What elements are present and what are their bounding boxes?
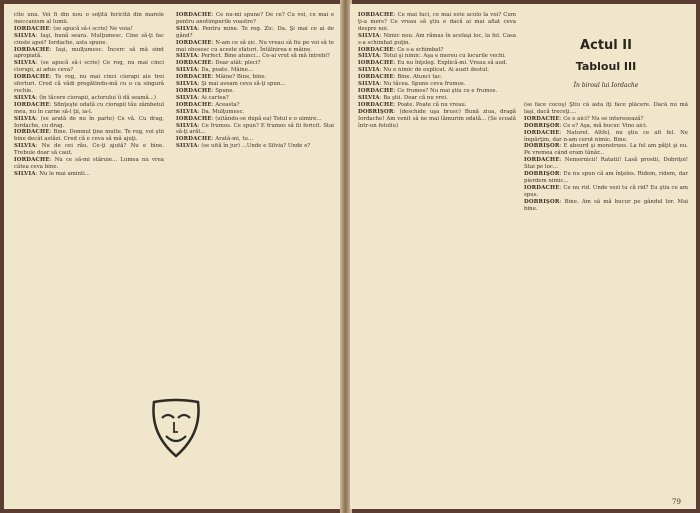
dialogue-line: SILVIA: Nimic nou. Am rămas în acelaşi loc, la fel. Casa s-a schimbat puţin. [358, 32, 516, 46]
dialogue-line: IORDACHE: Ce e aici? Nu se interesează? [524, 115, 644, 122]
dialogue-line: SILVIA: (se uită în jur) ...Unde e Silvia? Unde e? [176, 143, 311, 150]
dialogue-text: Doar atât: pleci? [215, 60, 261, 67]
dialogue-line: IORDACHE: Naturel. Altfel, nu ştiu ce alt fel. Ne împărţim, dar n-am cerut nimic. Bine. [524, 129, 688, 143]
right-page [350, 4, 696, 509]
dialogue-line: IORDACHE: Ce nu-mi spune? De ce? Cu voi, ce mai e pentru anotimpurile voastre? [176, 12, 334, 25]
speaker-name: IORDACHE [176, 60, 212, 67]
dialogue-text: Nu ce să-mi stăruie... Lumea nu vrea câtea ceva bine. [14, 157, 164, 170]
act-title: Actul II [580, 38, 632, 53]
dialogue-text: Totul şi nimic. Aşa e mereu cu locurile vechi. [383, 53, 506, 60]
dialogue-line: SILVIA: Ai cartea? [176, 94, 229, 101]
speaker-name: IORDACHE [176, 12, 212, 18]
dialogue-line: IORDACHE: Ce nu rid. Unde vezi tu că rid? Eu ştiu ce am spus. [524, 184, 688, 198]
speaker-name: SILVIA [14, 143, 36, 150]
dialogue-text: Aceasta? [215, 101, 240, 108]
left-column-2 [176, 12, 334, 407]
dialogue-text: Da. Mulţumesc. [201, 108, 245, 115]
dialogue-text: Ce frumos? Nu mai ştiu ce e frumos. [397, 87, 498, 94]
speaker-name: SILVIA [14, 60, 36, 67]
dialogue-text: Ce frumos. Ce spun? E frumos să fii fericit. Stai să-ţi arăt... [176, 122, 334, 136]
dialogue-text: Bine. Atunci tac. [397, 74, 443, 81]
dialogue-line: IORDACHE: Aceasta? [176, 101, 240, 108]
dialogue-text: Ce nu rid. Unde vezi tu că rid? Eu ştiu ce am spus. [524, 184, 688, 198]
dialogue-text: Ai cartea? [201, 94, 229, 101]
speaker-name: DOBRIŞOR [524, 171, 560, 178]
speaker-name: IORDACHE [14, 101, 50, 108]
dialogue-line: IORDACHE: Sfinţeşte odată cu ciorapii tău zâmbetul meu, nu în carne să-l ţii, ia-l. [14, 101, 164, 115]
speaker-name: IORDACHE [358, 46, 394, 53]
speaker-name: SILVIA [176, 108, 198, 115]
speaker-name: IORDACHE [14, 74, 50, 81]
dialogue-text: N-am ce să zic. Nu vreau să fiu pe voi să te mai obosesc cu aceste sfaturi. Întâlnirea e mâine. [176, 39, 334, 53]
speaker-name: IORDACHE [14, 46, 50, 53]
speaker-name: DOBRIŞOR [524, 143, 560, 150]
speaker-name: IORDACHE [14, 129, 50, 136]
dialogue-text: Eu nu înţeleg. Explică-mi. Vreau să aud. [397, 60, 508, 67]
dialogue-text: (uitându-se după ea) Totul e o uimire... [215, 115, 322, 122]
right-column-1 [358, 12, 516, 500]
dialogue-line: SILVIA: Da. Mulţumesc. [176, 108, 245, 115]
speaker-name: IORDACHE [176, 101, 212, 108]
left-column-1 [14, 12, 164, 500]
dialogue-text: (se apucă să-i scrie) Ne voia! [53, 25, 133, 32]
dialogue-line: IORDACHE: Iaşi, mulţumesc. Încerc să mă simt apropiată. [14, 46, 164, 60]
dialogue-text: Pentru mine. Te rog. Zic. Da. Şi mai ce ai de gând? [176, 25, 334, 39]
dialogue-text: Nu e nimic de explicat. Ai auzit destul. [383, 67, 490, 74]
speaker-name: IORDACHE [358, 60, 394, 67]
dialogue-text: Ce mai faci, ce mai este acolo la voi? Cum ţi-a mers? Ce vreau să ştiu e dacă ai mai aflat ceva despre noi. [358, 12, 516, 32]
speaker-name: DOBRIŞOR [524, 198, 560, 205]
dialogue-text: Ba ştii. Doar că nu vrei. [383, 94, 448, 101]
dialogue-line: SILVIA: Iaşi, bună seara. Mulţumesc. Cine să-ţi fac cinste apoi? Iordache, asta spune. [14, 32, 164, 46]
dialogue-line: IORDACHE: Ce s-a schimbat? [358, 46, 444, 53]
stage-direction: În biroul lui Iordache [573, 82, 639, 89]
dialogue-line: IORDACHE: Ce frumos? Nu mai ştiu ce e frumos. [358, 87, 498, 94]
speaker-name: IORDACHE [176, 74, 212, 81]
speaker-name: IORDACHE [524, 184, 560, 191]
dialogue-line: IORDACHE: Poate. Poate că nu vreau. [358, 101, 467, 108]
speaker-name: SILVIA [358, 53, 380, 60]
dialogue-text: (se uită în jur) ...Unde e Silvia? Unde e? [201, 143, 311, 150]
speaker-name: SILVIA [358, 94, 380, 101]
dialogue-text: Naturel. Altfel, nu ştiu ce alt fel. Ne împărţim, dar n-am cerut nimic. Bine. [524, 129, 688, 143]
dialogue-line: DOBRIŞOR: Ce e? Aşa, mă bucur. Vino aici. [524, 122, 648, 129]
dialogue-line: SILVIA: Ba ştii. Doar că nu vrei. [358, 94, 448, 101]
dialogue-line: IORDACHE: Doar atât: pleci? [176, 60, 261, 67]
dialogue-line: DOBRIŞOR: (deschide uşa brusc) Bună ziua, dragă Iordache! Am venit să ne mai lămurim odată... (Se scoală într-un fotoliu) [358, 108, 516, 129]
dialogue-text: Iaşi, mulţumesc. Încerc să mă simt apropiată. [14, 46, 164, 60]
dialogue-text: Şi mai aveam ceva să-ţi spun... [201, 81, 286, 88]
scene-title: Tabloul III [575, 60, 637, 73]
speaker-name: IORDACHE [524, 157, 560, 164]
speaker-name: SILVIA [14, 32, 36, 39]
dialogue-text: Nu le mai aminti... [39, 170, 91, 177]
dialogue-text: Nemernicii! Ratatii! Lasă prostii, Dobriţoi! Stai pe loc... [524, 157, 688, 171]
theater-mask-icon [144, 396, 208, 460]
dialogue-line: SILVIA: Totul şi nimic. Aşa e mereu cu locurile vechi. [358, 53, 506, 60]
dialogue-text: Ce e aici? Nu se interesează? [563, 115, 644, 122]
speaker-name: IORDACHE [358, 101, 394, 108]
dialogue-line: IORDACHE: Bine. Domnul ţine multe. Te rog, voi ştii bine decât astăzi. Cred că e ceva să mă ajuţi. [14, 129, 164, 143]
speaker-name: IORDACHE [14, 157, 50, 164]
speaker-name: IORDACHE [176, 115, 212, 122]
left-page [4, 4, 344, 509]
speaker-name: SILVIA [14, 94, 36, 101]
dialogue-text: Spune. [215, 87, 235, 94]
dialogue-text: Nu de cei rău. Ce-ţi ajută? Nu e bine. Trebuie doar să caut. [14, 143, 164, 157]
dialogue-line: SILVIA: Şi mai aveam ceva să-ţi spun... [176, 81, 286, 88]
speaker-name: IORDACHE [358, 74, 394, 81]
speaker-name: IORDACHE [358, 87, 394, 94]
dialogue-text: Te rog, nu mai cinci ciorapi ale trei sferturi. Cred că vădi pregătindu-mă cu o ca singură rochie. [14, 74, 164, 94]
speaker-name: SILVIA [176, 53, 198, 60]
dialogue-text: Nu tăcea. Spune ceva frumos. [383, 81, 466, 88]
dialogue-line: SILVIA: Da, poate. Mâine... [176, 67, 254, 74]
dialogue-text: Ce s-a schimbat? [397, 46, 444, 53]
dialogue-text: (se face cocoş) Ştiu că asta îţi face plăcere. Dacă nu mă laşi, dacă treceţi.... [524, 102, 688, 115]
speaker-name: DOBRIŞOR [358, 108, 394, 115]
speaker-name: DOBRIŞOR [524, 122, 560, 129]
dialogue-line: IORDACHE: N-am ce să zic. Nu vreau să fiu pe voi să te mai obosesc cu aceste sfaturi. Întâlnirea e mâine. [176, 39, 334, 53]
dialogue-line: IORDACHE: Mâine? Bine, bine. [176, 74, 267, 81]
dialogue-line: SILVIA: Nu de cei rău. Ce-ţi ajută? Nu e bine. Trebuie doar să caut. [14, 143, 164, 157]
dialogue-line: IORDACHE: Bine. Atunci tac. [358, 74, 443, 81]
speaker-name: IORDACHE [14, 25, 50, 32]
dialogue-text: Da, poate. Mâine... [201, 67, 254, 74]
dialogue-line [14, 12, 164, 26]
dialogue-line: IORDACHE: Ce mai faci, ce mai este acolo la voi? Cum ţi-a mers? Ce vreau să ştiu e dacă ai mai aflat ceva despre noi. [358, 12, 516, 32]
dialogue-line: IORDACHE: Te rog, nu mai cinci ciorapi ale trei sferturi. Cred că vădi pregătindu-mă cu o ca singură rochie. [14, 74, 164, 94]
speaker-name: IORDACHE [176, 87, 212, 94]
dialogue-line: DOBRIŞOR: Bine. Am să mă bucur pe gândul lor. Mai bine. [524, 198, 688, 212]
speaker-name: IORDACHE [358, 12, 394, 18]
dialogue-text: cite una. Vei fi din nou o soţită fericită din marele meccanism al lumii. [14, 12, 164, 25]
dialogue-line: DOBRIŞOR: E absurd şi monstruos. La fel am păţit şi eu. Pe vremea când eram tânăr... [524, 143, 688, 157]
dialogue-line: IORDACHE: Nu ce să-mi stăruie... Lumea nu vrea câtea ceva bine. [14, 157, 164, 170]
dialogue-line: SILVIA: (se arată de nu în parte) Ce vă. Cu drag, Iordache, cu drag. [14, 115, 164, 129]
dialogue-text: Sfinţeşte odată cu ciorapii tău zâmbetul meu, nu în carne să-l ţii, ia-l. [14, 101, 164, 115]
speaker-name: IORDACHE [176, 136, 212, 143]
dialogue-line: DOBRIŞOR: Eu nu spun că am înţeles. Ridem, ridem, dar pierdem nimic... [524, 171, 688, 184]
speaker-name: SILVIA [14, 115, 36, 122]
dialogue-line [524, 102, 688, 116]
speaker-name: SILVIA [176, 81, 198, 88]
dialogue-line: SILVIA: Ce frumos. Ce spun? E frumos să fii fericit. Stai să-ţi arăt... [176, 122, 334, 136]
dialogue-line: SILVIA: Pentru mine. Te rog. Zic. Da. Şi mai ce ai de gând? [176, 25, 334, 39]
dialogue-text: (în tăcere ciorapii, actorului îi dă seamă...) [39, 94, 156, 101]
dialogue-line: SILVIA: (în tăcere ciorapii, actorului îi dă seamă...) [14, 94, 156, 101]
dialogue-text: (se apucă să-i scrie) Ce rog, nu mai cinci ciorapi, ai adus ceva? [14, 60, 164, 74]
dialogue-text: (se arată de nu în parte) Ce vă. Cu drag, Iordache, cu drag. [14, 115, 164, 129]
dialogue-text: Eu nu spun că am înţeles. Ridem, ridem, dar pierdem nimic... [524, 171, 688, 184]
dialogue-text: Ce e? Aşa, mă bucur. Vino aici. [563, 122, 648, 129]
speaker-name: SILVIA [14, 170, 36, 177]
speaker-name: IORDACHE [524, 129, 560, 136]
dialogue-text: Nimic nou. Am rămas în acelaşi loc, la fel. Casa s-a schimbat puţin. [358, 32, 516, 46]
dialogue-line: IORDACHE: (uitându-se după ea) Totul e o uimire... [176, 115, 322, 122]
right-column-2 [524, 102, 688, 494]
speaker-name: SILVIA [176, 25, 198, 32]
dialogue-line: IORDACHE: Eu nu înţeleg. Explică-mi. Vreau să aud. [358, 60, 508, 67]
dialogue-text: Perfect. Bine atunci... Ce-ai vrut să mă întrebi? [201, 53, 330, 60]
speaker-name: IORDACHE [524, 115, 560, 122]
dialogue-text: E absurd şi monstruos. La fel am păţit şi eu. Pe vremea când eram tânăr... [524, 143, 688, 157]
dialogue-text: Ce nu-mi spune? De ce? Cu voi, ce mai e pentru anotimpurile voastre? [176, 12, 334, 25]
speaker-name: SILVIA [176, 94, 198, 101]
dialogue-text: Bine. Am să mă bucur pe gândul lor. Mai bine. [524, 198, 688, 212]
dialogue-line: SILVIA: Perfect. Bine atunci... Ce-ai vrut să mă întrebi? [176, 53, 330, 60]
dialogue-text: Arată-mi, tu... [215, 136, 254, 143]
dialogue-line: IORDACHE: Spune. [176, 87, 235, 94]
speaker-name: SILVIA [176, 122, 198, 129]
dialogue-line: SILVIA: Nu tăcea. Spune ceva frumos. [358, 81, 466, 88]
speaker-name: SILVIA [358, 32, 380, 39]
dialogue-text: Bine. Domnul ţine multe. Te rog, voi ştii bine decât astăzi. Cred că e ceva să mă ajuţi. [14, 129, 164, 143]
dialogue-line: IORDACHE: (se apucă să-i scrie) Ne voia! [14, 25, 133, 32]
speaker-name: IORDACHE [176, 39, 212, 46]
speaker-name: SILVIA [358, 81, 380, 88]
dialogue-text: Iaşi, bună seara. Mulţumesc. Cine să-ţi fac cinste apoi? Iordache, asta spune. [14, 32, 164, 46]
speaker-name: SILVIA [176, 67, 198, 74]
dialogue-line: IORDACHE: Nemernicii! Ratatii! Lasă prostii, Dobriţoi! Stai pe loc... [524, 157, 688, 171]
dialogue-line: SILVIA: Nu le mai aminti... [14, 170, 91, 177]
dialogue-text: (deschide uşa brusc) Bună ziua, dragă Iordache! Am venit să ne mai lămurim odată... (Se scoală într-un fotoliu) [358, 108, 516, 129]
page-number: 79 [672, 498, 681, 506]
dialogue-line: SILVIA: Nu e nimic de explicat. Ai auzit destul. [358, 67, 490, 74]
dialogue-line: IORDACHE: Arată-mi, tu... [176, 136, 254, 143]
dialogue-text: Mâine? Bine, bine. [215, 74, 267, 81]
speaker-name: SILVIA [358, 67, 380, 74]
dialogue-line: SILVIA: (se apucă să-i scrie) Ce rog, nu mai cinci ciorapi, ai adus ceva? [14, 60, 164, 74]
dialogue-text: Poate. Poate că nu vreau. [397, 101, 467, 108]
speaker-name: SILVIA [176, 143, 198, 150]
